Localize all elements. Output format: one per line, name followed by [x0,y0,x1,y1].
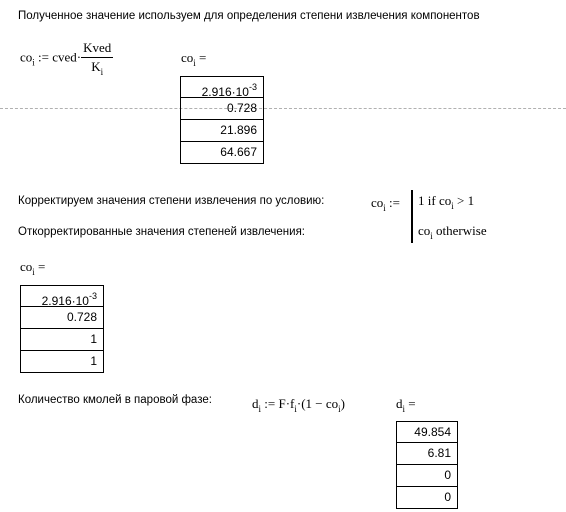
condition-lhs-symbol: co [371,195,384,210]
condition-lhs[interactable] [371,195,400,213]
matrix-cell: 49.854 [396,421,458,443]
formula-d-lhs-sub: i [258,404,262,414]
matrix-cell: 1 [20,351,104,373]
formula-co-den-symbol: K [91,59,101,74]
formula-d-lhs: d [252,396,259,411]
kmol-text: Количество кмолей в паровой фазе: [18,394,212,406]
condition-lhs-sub: i [383,203,386,213]
intro-text: Полученное значение используем для определения степени извлечения компонентов [18,10,480,22]
matrix-cell: 0.728 [180,98,264,120]
condition-assign: := [385,195,400,210]
formula-d-co-sub: i [338,404,341,414]
formula-d-definition[interactable] [252,396,345,414]
result-co-label [181,50,206,68]
matrix-cell: 21.896 [180,120,264,142]
result-co-matrix[interactable] [180,76,264,164]
formula-d-f-sub: i [294,404,297,414]
formula-d-mid: ·(1 − co [296,396,339,411]
result-co-corrected-sub: i [32,267,35,277]
matrix-cell: 0.728 [20,307,104,329]
result-d-sub: i [402,404,406,414]
matrix-cell: 64.667 [180,142,264,164]
page-break-line [0,108,566,109]
matrix-cell: 0 [396,465,458,487]
result-d-symbol: d [396,396,403,411]
formula-co-lhs-sub: i [32,57,35,68]
result-d-eq: = [405,396,416,411]
condition-line-1: 1 if $co_i > 1$ [418,193,475,211]
result-d-matrix[interactable] [396,421,458,509]
result-co-sub: i [193,58,196,68]
formula-d-assign: := F·f [261,396,295,411]
result-d-label [396,396,416,414]
formula-co-fraction [81,40,113,77]
formula-co-numerator: Kved [81,40,113,58]
result-co-symbol: co [181,50,194,65]
result-co-corrected-eq: = [34,259,46,274]
formula-d-close: ) [340,396,345,411]
condition-line-2: $co_i$ otherwise [418,223,487,241]
matrix-cell: 1 [20,329,104,351]
corrected-values-text: Откорректированные значения степеней извлечения: [18,226,306,238]
formula-co-denominator [81,58,113,77]
result-co-corrected-label [20,259,45,277]
formula-co-lhs: co [20,49,33,65]
formula-co-assign: := cved· [34,49,82,65]
correction-text: Корректируем значения степени извлечения по условию: [18,195,325,207]
matrix-cell: $2.916\cdot 10^{-3}$ [20,285,104,307]
formula-co-den-sub: i [100,67,104,77]
condition-brace [411,190,413,243]
matrix-cell: 0 [396,487,458,509]
matrix-cell: $2.916\cdot 10^{-3}$ [180,76,264,98]
matrix-cell: 6.81 [396,443,458,465]
result-co-eq: = [195,50,207,65]
result-co-corrected-matrix[interactable] [20,285,104,373]
result-co-corrected-symbol: co [20,259,33,274]
formula-co-definition[interactable] [20,40,113,77]
